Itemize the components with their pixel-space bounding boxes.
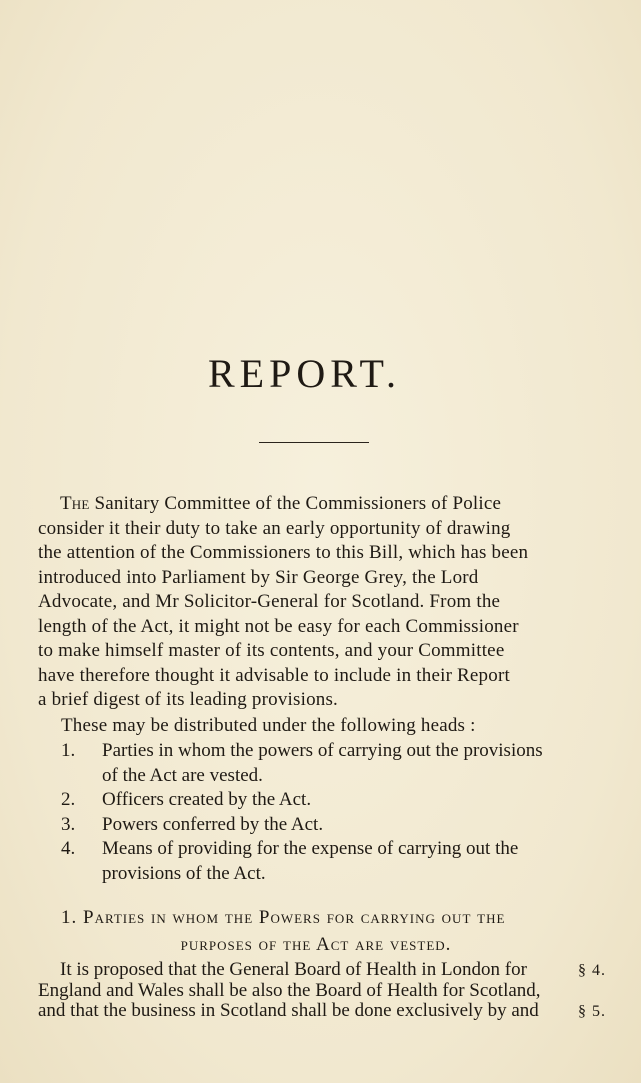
heads-list — [61, 739, 581, 886]
list-item-number: 2. — [61, 789, 76, 810]
section-heading-text: 1. Parties in whom the Powers for carrying out the — [61, 907, 506, 928]
margin-note-section-ref: § 5. — [578, 1003, 606, 1020]
title-divider-rule — [259, 442, 369, 443]
list-item-number: 1. — [61, 740, 76, 761]
list-item — [61, 813, 581, 838]
section-heading-line-1 — [61, 905, 581, 932]
intro-line: have therefore thought it advisable to include in their Report — [38, 664, 510, 686]
intro-paragraph — [38, 492, 570, 713]
intro-line-text: Sanitary Committee of the Commissioners of Police — [94, 493, 502, 514]
list-item-number: 3. — [61, 813, 76, 835]
section-heading — [61, 905, 581, 959]
intro-lead-word: The — [60, 493, 90, 514]
intro-line: Advocate, and Mr Solicitor-General for Scotland. From the — [38, 591, 501, 612]
intro-line — [38, 492, 570, 517]
list-item-text: Officers created by the Act. — [102, 789, 312, 810]
report-title: REPORT. — [208, 351, 401, 396]
section-heading-line-2 — [61, 932, 581, 959]
list-item-text: of the Act are vested. — [102, 764, 263, 786]
intro-line: length of the Act, it might not be easy for each Commissioner — [38, 615, 519, 637]
intro-line: a brief digest of its leading provisions. — [38, 689, 339, 710]
section-para-line: It is proposed that the General Board of Health in London for — [60, 959, 527, 980]
margin-note-section-ref: § 4. — [578, 962, 606, 979]
list-item-text: Parties in whom the powers of carrying out the provisions — [102, 740, 543, 761]
list-item — [61, 788, 581, 813]
intro-line: to make himself master of its contents, and your Committee — [38, 640, 505, 661]
intro-line: introduced into Parliament by Sir George Grey, the Lord — [38, 566, 479, 588]
section-heading-text: purposes of the Act are vested. — [180, 934, 452, 955]
section-para-line: England and Wales shall be also the Board of Health for Scotland, — [38, 979, 541, 1001]
list-item-text: provisions of the Act. — [102, 862, 266, 884]
intro-line: the attention of the Commissioners to this Bill, which has been — [38, 542, 529, 563]
list-item-text: Powers conferred by the Act. — [102, 813, 324, 835]
section-para-line: and that the business in Scotland shall be done exclusively by and — [38, 1000, 539, 1021]
intro-line: consider it their duty to take an early opportunity of drawing — [38, 517, 511, 539]
section-paragraph — [38, 960, 570, 1022]
list-item-number: 4. — [61, 838, 76, 859]
list-item — [61, 837, 581, 886]
list-item-text: Means of providing for the expense of carrying out the — [102, 838, 519, 859]
heads-intro-text: These may be distributed under the following heads : — [61, 715, 476, 736]
list-item — [61, 739, 581, 788]
